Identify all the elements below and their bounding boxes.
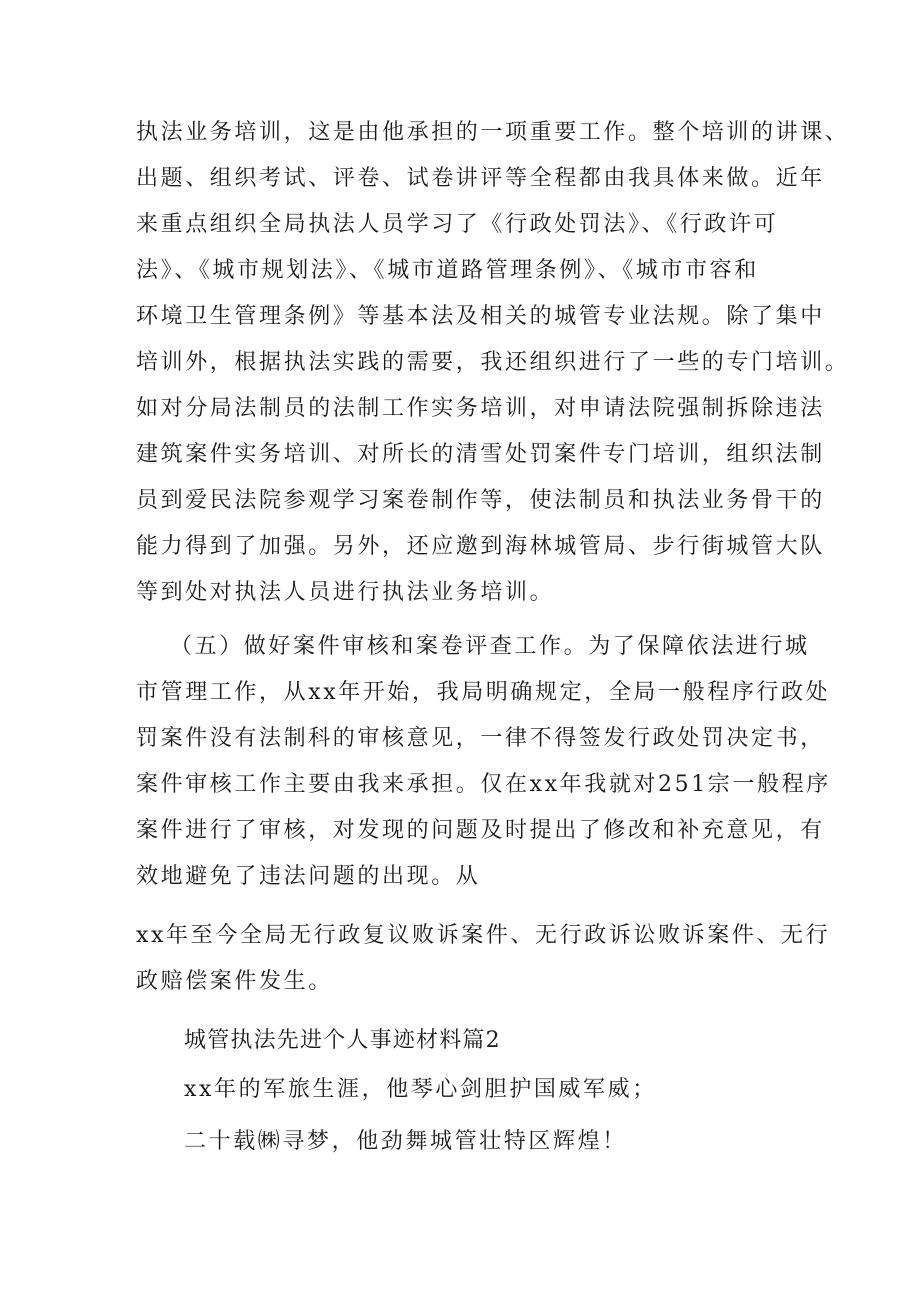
paragraph-line: 来重点组织全局执法人员学习了《行政处罚法》、《行政许可 xyxy=(136,212,779,237)
paragraph-line: 出题、组织考试、评卷、试卷讲评等全程都由我具体来做。近年 xyxy=(136,166,825,191)
paragraph-line: 市管理工作，从xx年开始，我局明确规定，全局一般程序行政处 xyxy=(136,680,831,705)
paragraph-line: 员到爱民法院参观学习案卷制作等，使法制员和执法业务骨干的 xyxy=(136,488,825,513)
paragraph-line: 等到处对执法人员进行执法业务培训。 xyxy=(136,580,555,605)
paragraph-line: 能力得到了加强。另外，还应邀到海林城管局、步行街城管大队 xyxy=(136,534,825,559)
verse-line: 二十载㈱寻梦，他劲舞城管壮特区辉煌！ xyxy=(184,1129,627,1154)
paragraph-line: 罚案件没有法制科的审核意见，一律不得签发行政处罚决定书， xyxy=(136,726,825,751)
section-heading-line: （五）做好案件审核和案卷评查工作。为了保障依法进行城 xyxy=(170,634,810,659)
paragraph-line: 培训外，根据执法实践的需要，我还组织进行了一些的专门培训。 xyxy=(136,350,850,375)
paragraph-line: 法》、《城市规划法》、《城市道路管理条例》、《城市市容和 xyxy=(136,258,759,283)
paragraph-line: 案件进行了审核，对发现的问题及时提出了修改和补充意见，有 xyxy=(136,818,825,843)
paragraph-line: 建筑案件实务培训、对所长的清雪处罚案件专门培训，组织法制 xyxy=(136,442,825,467)
paragraph-line: 案件审核工作主要由我来承担。仅在xx年我就对251宗一般程序 xyxy=(136,772,831,797)
paragraph-line: xx年至今全局无行政复议败诉案件、无行政诉讼败诉案件、无行 xyxy=(136,923,831,948)
paragraph-line: 如对分局法制员的法制工作实务培训，对申请法院强制拆除违法 xyxy=(136,396,825,421)
article-title: 城管执法先进个人事迹材料篇2 xyxy=(184,1028,501,1053)
paragraph-line: 执法业务培训，这是由他承担的一项重要工作。整个培训的讲课、 xyxy=(136,120,850,145)
paragraph-line: 环境卫生管理条例》等基本法及相关的城管专业法规。除了集中 xyxy=(136,304,825,329)
verse-line: xx年的军旅生涯，他琴心剑胆护国威军威； xyxy=(184,1077,657,1102)
paragraph-line: 政赔偿案件发生。 xyxy=(136,969,333,994)
paragraph-line: 效地避免了违法问题的出现。从 xyxy=(136,864,481,889)
